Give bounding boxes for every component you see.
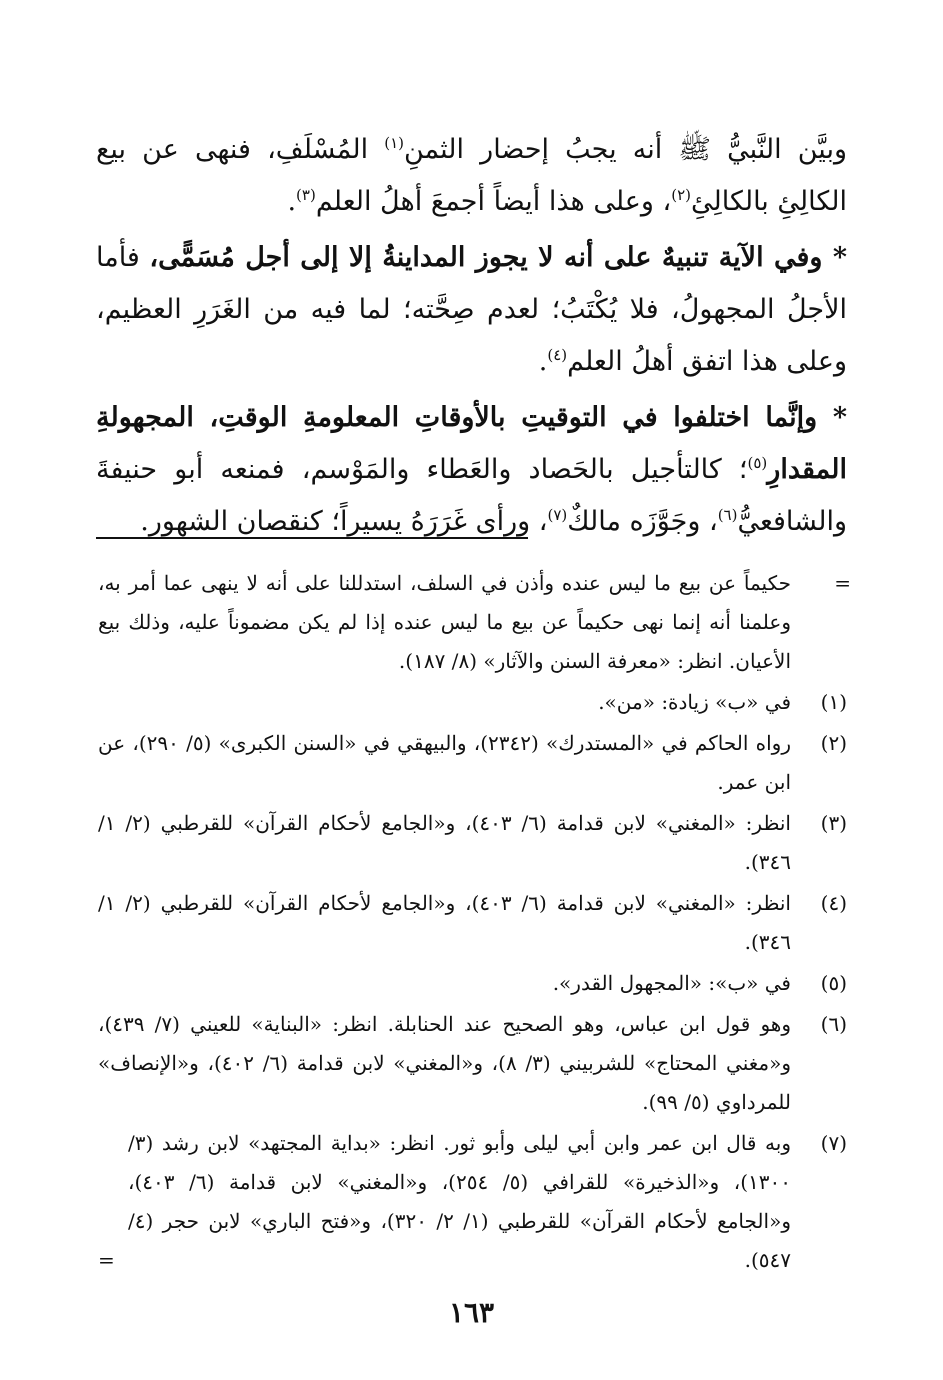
footnote-separator: [96, 537, 528, 539]
footnote-number: (٦): [820, 1012, 847, 1036]
footnote-text: في «ب» زيادة: «من».: [598, 690, 791, 714]
page-number: ١٦٣: [448, 1296, 495, 1329]
footnote-item: [98, 884, 851, 962]
footnote-text: وهو قول ابن عباس، وهو الصحيح عند الحنابلة. انظر: «البناية» للعيني (٧/ ٤٣٩)، و«مغني المحتاج» للشربيني (٣/ ٨)، و«المغني» لابن قدامة (٦/ ٤٠٢)، و«الإنصاف» للمرداوي (٥/ ٩٩).: [98, 1012, 792, 1114]
star-marker: *: [832, 402, 847, 433]
footnote-text: انظر: «المغني» لابن قدامة (٦/ ٤٠٣)، و«الجامع لأحكام القرآن» للقرطبي (٢/ ١/ ٣٤٦).: [98, 891, 791, 954]
footnote-number: (٣): [820, 811, 847, 835]
continuation-text: حكيماً عن بيع ما ليس عنده وأذن في السلف، استدللنا على أنه لا ينهى عما أمر به، وعلمنا أنه إنما نهى حكيماً عن بيع ما ليس عنده إذا لم يكن مضموناً عليه، وذلك بيع الأعيان. انظر: «معرفة السنن والآثار» (٨/ ١٨٧).: [98, 571, 791, 673]
footnote-number: (١): [820, 690, 847, 714]
footnote-number: (٥): [820, 971, 847, 995]
footnote-number: (٧): [820, 1131, 847, 1155]
paragraph-1-text-b: المُسْلَفِ، فنهى عن بيع الكالِئِ بالكالِئِ: [96, 134, 847, 217]
footnote-item: [98, 964, 851, 1003]
star-marker: *: [832, 242, 847, 273]
footnote-ref-1[interactable]: (١): [384, 134, 404, 152]
paragraph-3-text-c: ، ورأى غَرَرَهُ يسيراً؛ كنقصان الشهور.: [140, 506, 548, 537]
footnote-ref-2[interactable]: (٢): [671, 186, 691, 204]
footnote-ref-6[interactable]: (٦): [717, 506, 738, 524]
paragraph-2: [96, 232, 847, 388]
footnote-item: [98, 1005, 851, 1122]
paragraph-1: [96, 124, 847, 228]
paragraph-2-text-b: .: [538, 346, 548, 377]
paragraph-2-bold: وفي الآية تنبيهٌ على أنه لا يجوز المداينةُ إلا إلى أجل مُسَمًّى،: [149, 242, 833, 273]
paragraph-1-text-c: ، وعلى هذا أيضاً أجمعَ أهلُ العلم: [315, 186, 672, 217]
footnote-ref-4[interactable]: (٤): [547, 346, 568, 364]
footnote-item: [98, 724, 851, 802]
footnote-number: (٤): [820, 891, 847, 915]
footnote-number: (٢): [820, 731, 847, 755]
continues-mark: =: [98, 1248, 115, 1272]
main-text: [96, 124, 847, 552]
footnote-item: [98, 683, 851, 722]
continuation-mark: =: [834, 571, 851, 595]
footnote-ref-5[interactable]: (٥): [747, 454, 768, 472]
paragraph-3-text-b: ، وجَوَّزَه مالكٌ: [567, 506, 718, 537]
footnote-ref-3[interactable]: (٣): [296, 186, 316, 204]
footnotes: [98, 564, 851, 1282]
paragraph-1-text-d: .: [287, 186, 297, 217]
footnote-continuation: [98, 564, 851, 681]
paragraph-3: [96, 392, 847, 548]
footnote-ref-7[interactable]: (٧): [547, 506, 568, 524]
footnote-item: [98, 804, 851, 882]
footnote-item: [98, 1124, 851, 1280]
paragraph-3-bold: وإنَّما اختلفوا في التوقيتِ بالأوقاتِ المعلومةِ الوقتِ، المجهولةِ المقدارِ: [96, 402, 847, 485]
paragraph-2-text-a: فأما الأجلُ المجهولُ، فلا يُكْتَبُ؛ لعدم صِحَّته؛ لما فيه من الغَرَرِ العظيم، وعلى هذا اتفق أهلُ العلم: [96, 242, 847, 377]
footnote-text: وبه قال ابن عمر وابن أبي ليلى وأبو ثور. انظر: «بداية المجتهد» لابن رشد (٣/ ١٣٠٠)، و«الذخيرة» للقرافي (٥/ ٢٥٤)، و«المغني» لابن قدامة (٦/ ٤٠٣)، و«الجامع لأحكام القرآن» للقرطبي (١/ ٢/ ٣٢٠)، و«فتح الباري» لابن حجر (٤/ ٥٤٧).: [128, 1131, 791, 1272]
footnote-text: انظر: «المغني» لابن قدامة (٦/ ٤٠٣)، و«الجامع لأحكام القرآن» للقرطبي (٢/ ١/ ٣٤٦).: [98, 811, 791, 874]
paragraph-1-text-a: وبيَّن النَّبيُّ ﷺ أنه يجبُ إحضار الثمنِ: [404, 134, 847, 165]
footnote-text: رواه الحاكم في «المستدرك» (٢٣٤٢)، والبيهقي في «السنن الكبرى» (٥/ ٢٩٠)، عن ابن عمر.: [98, 731, 791, 794]
paragraph-3-text-a: ؛ كالتأجيل بالحَصاد والعَطاء والمَوْسم، فمنعه أبو حنيفةَ والشافعيُّ: [96, 454, 847, 537]
footnote-text: في «ب»: «المجهول القدر».: [552, 971, 791, 995]
